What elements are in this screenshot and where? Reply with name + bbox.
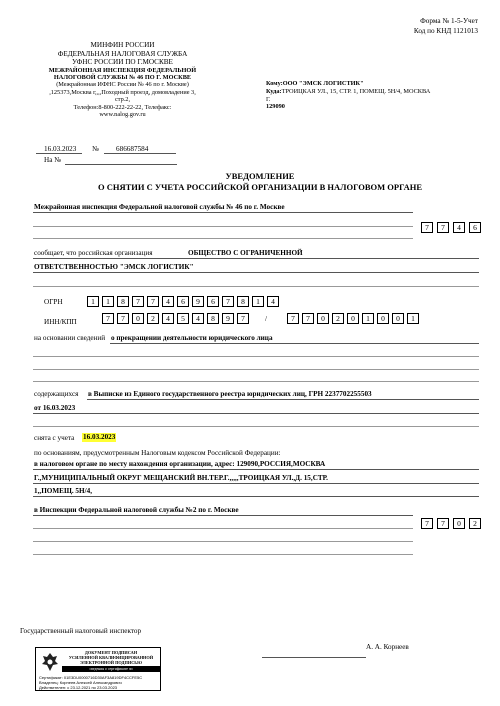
grounds-text: по основаниям, предусмотренным Налоговым кодексом Российской Федерации: <box>34 449 281 457</box>
removed-label: снята с учета <box>34 434 75 442</box>
authority-line: стр.2, <box>114 96 131 104</box>
doc-number: 686687584 <box>116 145 149 153</box>
ogrn-cell: 8 <box>117 296 129 307</box>
org-name-line1: ОБЩЕСТВО С ОГРАНИЧЕННОЙ <box>188 249 303 257</box>
kpp-cell: 1 <box>362 313 374 324</box>
authority-line: (Межрайонная ИФНС России № 46 по г. Москве) <box>56 81 189 89</box>
ogrn-cell: 4 <box>267 296 279 307</box>
authority-line: МЕЖРАЙОННАЯ ИНСПЕКЦИЯ ФЕДЕРАЛЬНОЙ <box>48 66 197 74</box>
ogrn-cell: 7 <box>222 296 234 307</box>
cert-value: 01E3DU0000716D30AF3A819DF4CCFE5C <box>63 675 143 680</box>
kpp-cell: 2 <box>332 313 344 324</box>
recipient-city: Г. <box>266 95 271 103</box>
new-inspection-name: в Инспекции Федеральной налоговой службы №2 по г. Москве <box>34 506 239 514</box>
recipient-zip: 129090 <box>266 103 285 111</box>
ogrn-cell: 1 <box>102 296 114 307</box>
inn-cell: 5 <box>177 313 189 324</box>
to-value: ООО "ЭМСК ЛОГИСТИК" <box>282 80 364 87</box>
basis-value: о прекращении деятельности юридического лица <box>111 334 273 342</box>
org-name-line2: ОТВЕТСТВЕННОСТЬЮ "ЭМСК ЛОГИСТИК" <box>34 263 194 271</box>
inn-cell: 8 <box>207 313 219 324</box>
cert-label: Сертификат: <box>39 675 63 680</box>
stamp-title-1: ДОКУМЕНТ ПОДПИСАН <box>84 650 138 655</box>
authority-line: Телефон:8-800-222-22-22, Телефакс: <box>73 103 172 111</box>
valid-label: Действителен: <box>39 685 67 690</box>
grounds-value-line3: 1,,ПОМЕЩ. 5Н/4, <box>34 487 93 495</box>
ogrn-cell: 1 <box>252 296 264 307</box>
grounds-value-line1: в налоговом органе по месту нахождения организации, адрес: 129090,РОССИЯ,МОСКВА <box>34 460 326 468</box>
grounds-value-line2: Г.,МУНИЦИПАЛЬНЫЙ ОКРУГ МЕЩАНСКИЙ ВН.ТЕР.Г.,,,,,ТРОИЦКАЯ УЛ.,Д. 15,СТР. <box>34 474 328 482</box>
basis-label: на основании сведений <box>34 334 106 342</box>
to-label: Кому: <box>266 80 283 87</box>
inn-cell: 7 <box>102 313 114 324</box>
where-label: Куда: <box>266 88 282 96</box>
authority-line: МИНФИН РОССИИ <box>90 41 155 49</box>
contained-value: в Выписке из Единого государственного реестра юридических лиц, ГРН 2237702255503 <box>88 390 372 398</box>
authority-line: ,125373,Москва г,,,,Походный проезд, домовладение 3, <box>49 88 196 96</box>
authority-block <box>30 41 215 118</box>
code-cell: 2 <box>469 518 481 529</box>
inn-cell: 7 <box>237 313 249 324</box>
inn-cell: 9 <box>222 313 234 324</box>
code-cell: 6 <box>469 222 481 233</box>
inn-cell: 4 <box>192 313 204 324</box>
removed-date: 16.03.2023 <box>83 433 116 441</box>
contained-date: от 16.03.2023 <box>34 404 76 412</box>
authority-line: www.nalog.gov.ru <box>99 110 146 118</box>
where-value: ТРОИЦКАЯ УЛ., 15, СТР. 1, ПОМЕЩ. 5Н/4, МОСКВА <box>281 88 431 96</box>
kpp-cell: 1 <box>407 313 419 324</box>
document-title-line1: УВЕДОМЛЕНИЕ <box>225 171 295 181</box>
stamp-title-3: ЭЛЕКТРОННОЙ ПОДПИСЬЮ <box>80 660 142 665</box>
ogrn-label: ОГРН <box>44 298 63 306</box>
code-cell: 7 <box>421 518 433 529</box>
code-cell: 7 <box>437 222 449 233</box>
inn-kpp-slash: / <box>265 315 267 323</box>
inn-cell: 7 <box>117 313 129 324</box>
inspector-name: А. А. Корнеев <box>366 643 409 651</box>
informs-text: сообщает, что российская организация <box>34 249 153 257</box>
ogrn-cell: 4 <box>162 296 174 307</box>
authority-line: УФНС РОССИИ ПО Г.МОСКВЕ <box>72 58 173 66</box>
ogrn-cell: 6 <box>207 296 219 307</box>
inn-cell: 4 <box>162 313 174 324</box>
inspector-position: Государственный налоговый инспектор <box>20 627 142 635</box>
owner-value: Корнеев Алексей Александрович <box>59 680 122 685</box>
inn-cell: 2 <box>147 313 159 324</box>
ogrn-cell: 7 <box>147 296 159 307</box>
knd-code: Код по КНД 1121013 <box>413 27 478 35</box>
doc-date: 16.03.2023 <box>44 145 77 153</box>
owner-label: Владелец: <box>39 680 59 685</box>
kpp-cell: 0 <box>317 313 329 324</box>
ogrn-cell: 6 <box>177 296 189 307</box>
valid-value: с 23.12.2021 по 23.03.2023 <box>67 685 118 690</box>
stamp-subtitle: сведения о сертификате эп <box>62 666 160 672</box>
code-cell: 7 <box>437 518 449 529</box>
form-number: Форма № 1-5-Учет <box>420 17 478 25</box>
ogrn-cell: 9 <box>192 296 204 307</box>
code-cell: 7 <box>421 222 433 233</box>
document-title-line2: О СНЯТИИ С УЧЕТА РОССИЙСКОЙ ОРГАНИЗАЦИИ В НАЛОГОВОМ ОРГАНЕ <box>97 182 423 192</box>
authority-line: НАЛОГОВОЙ СЛУЖБЫ № 46 ПО Г. МОСКВЕ <box>53 73 192 81</box>
kpp-cell: 0 <box>377 313 389 324</box>
kpp-cell: 7 <box>302 313 314 324</box>
kpp-cell: 7 <box>287 313 299 324</box>
to-number-label: На № <box>44 156 62 164</box>
emblem-icon <box>39 651 61 673</box>
electronic-signature-stamp <box>35 647 161 691</box>
inspection-name: Межрайонная инспекция Федеральной налоговой службы № 46 по г. Москве <box>34 203 285 211</box>
kpp-cell: 0 <box>347 313 359 324</box>
code-cell: 4 <box>453 222 465 233</box>
inn-cell: 0 <box>132 313 144 324</box>
ogrn-cell: 7 <box>132 296 144 307</box>
doc-number-sign: № <box>92 145 99 153</box>
inn-kpp-label: ИНН/КПП <box>44 318 77 326</box>
kpp-cell: 0 <box>392 313 404 324</box>
ogrn-cell: 1 <box>87 296 99 307</box>
contained-label: содержащихся <box>34 390 79 398</box>
code-cell: 0 <box>453 518 465 529</box>
authority-line: ФЕДЕРАЛЬНАЯ НАЛОГОВАЯ СЛУЖБА <box>57 49 188 58</box>
stamp-title-2: УСИЛЕННОЙ КВАЛИФИЦИРОВАННОЙ <box>68 655 154 660</box>
recipient-block <box>266 80 466 111</box>
ogrn-cell: 8 <box>237 296 249 307</box>
